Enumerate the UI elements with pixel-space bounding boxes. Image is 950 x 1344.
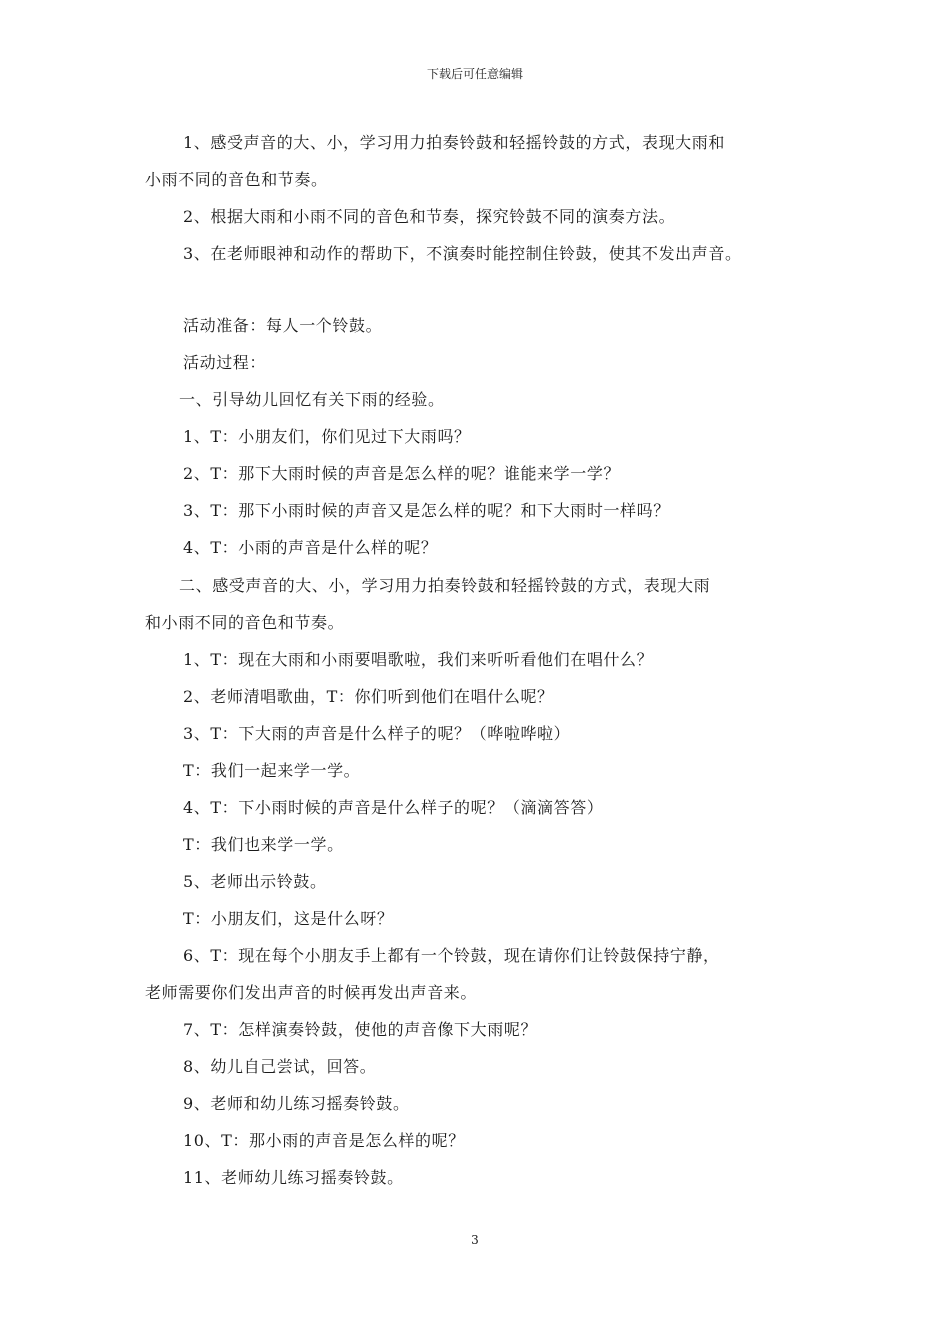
section-2-heading-line-1: 二、感受声音的大、小，学习用力拍奏铃鼓和轻摇铃鼓的方式，表现大雨 <box>179 575 711 595</box>
section-2-step-9: 9、老师和幼儿练习摇奏铃鼓。 <box>183 1094 410 1114</box>
section-2-step-8: 8、幼儿自己尝试，回答。 <box>183 1057 377 1077</box>
section-1-step-1: 1、T：小朋友们，你们见过下大雨吗？ <box>183 427 471 447</box>
section-2-step-2: 2、老师清唱歌曲，T：你们听到他们在唱什么呢？ <box>183 686 554 706</box>
section-1-step-2: 2、T：那下大雨时候的声音是怎么样的呢？谁能来学一学？ <box>183 464 621 484</box>
section-2-step-3-follow: T：我们一起来学一学。 <box>183 760 361 780</box>
paragraph-gap <box>145 272 835 307</box>
section-2-heading-line-2: 和小雨不同的音色和节奏。 <box>145 612 345 632</box>
section-2-step-11: 11、老师幼儿练习摇奏铃鼓。 <box>183 1168 404 1188</box>
section-2-step-7: 7、T：怎样演奏铃鼓，使他的声音像下大雨呢？ <box>183 1020 538 1040</box>
section-2-step-6-line-1: 6、T：现在每个小朋友手上都有一个铃鼓，现在请你们让铃鼓保持宁静， <box>183 945 720 965</box>
page-number: 3 <box>471 1233 479 1247</box>
section-2-step-6-line-2: 老师需要你们发出声音的时候再发出声音来。 <box>145 983 478 1003</box>
section-2-step-1: 1、T：现在大雨和小雨要唱歌啦，我们来听听看他们在唱什么？ <box>183 649 654 669</box>
page-header: 下载后可任意编辑 <box>426 67 523 81</box>
section-2-step-5: 5、老师出示铃鼓。 <box>183 871 327 891</box>
section-2-step-10: 10、T：那小雨的声音是怎么样的呢？ <box>183 1131 465 1151</box>
section-2-step-3: 3、T：下大雨的声音是什么样子的呢？（哗啦哗啦） <box>183 723 571 743</box>
goal-1-line-1: 1、感受声音的大、小，学习用力拍奏铃鼓和轻摇铃鼓的方式，表现大雨和 <box>183 133 725 152</box>
section-1-step-3: 3、T：那下小雨时候的声音又是怎么样的呢？和下大雨时一样吗？ <box>183 501 670 521</box>
section-1-heading: 一、引导幼儿回忆有关下雨的经验。 <box>179 390 445 410</box>
goal-1-line-2: 小雨不同的音色和节奏。 <box>145 170 328 190</box>
section-2-step-4: 4、T：下小雨时候的声音是什么样子的呢？（滴滴答答） <box>183 797 604 817</box>
section-1-step-4: 4、T：小雨的声音是什么样的呢？ <box>183 538 438 558</box>
section-2-step-5-follow: T：小朋友们，这是什么呀？ <box>183 908 394 928</box>
activity-process-heading: 活动过程： <box>183 353 267 373</box>
section-2-step-4-follow: T：我们也来学一学。 <box>183 834 344 854</box>
goal-2: 2、根据大雨和小雨不同的音色和节奏，探究铃鼓不同的演奏方法。 <box>183 207 676 227</box>
activity-preparation: 活动准备：每人一个铃鼓。 <box>183 316 383 336</box>
document-body <box>145 124 835 1196</box>
goal-3: 3、在老师眼神和动作的帮助下，不演奏时能控制住铃鼓，使其不发出声音。 <box>183 244 742 264</box>
